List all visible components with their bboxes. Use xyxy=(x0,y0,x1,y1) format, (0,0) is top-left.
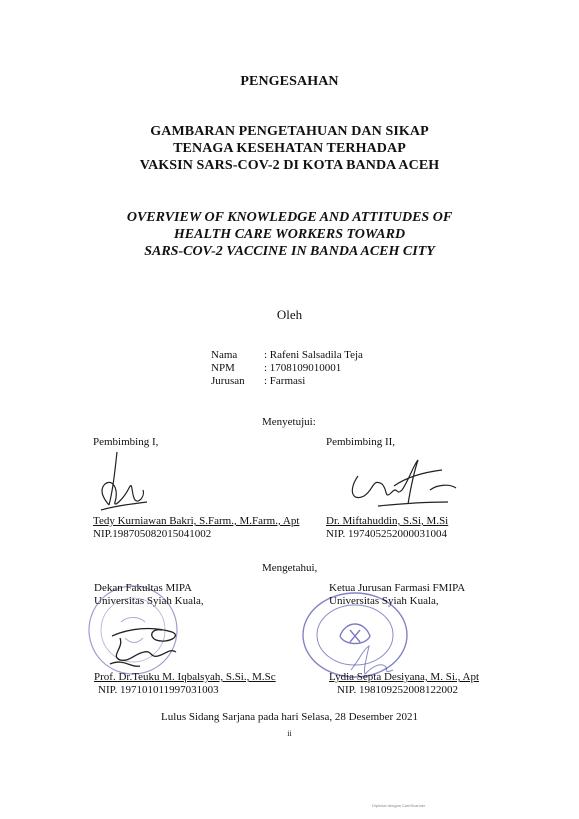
scanner-watermark: Dipindai dengan CamScanner xyxy=(372,803,426,808)
menyetujui-label: Menyetujui: xyxy=(262,416,316,428)
signature-dekan xyxy=(90,618,190,674)
jurusan-label: Jurusan xyxy=(211,375,245,387)
oleh-label: Oleh xyxy=(276,307,303,322)
pembimbing2-label: Pembimbing II, xyxy=(326,436,396,448)
pembimbing2-name: Dr. Miftahuddin, S.Si, M.Si xyxy=(326,515,449,527)
pembimbing1-label: Pembimbing I, xyxy=(93,436,159,448)
mengetahui-label: Mengetahui, xyxy=(262,562,318,574)
npm-label: NPM xyxy=(211,362,235,374)
page-heading: PENGESAHAN xyxy=(240,74,339,89)
nama-value: : Rafeni Salsadila Teja xyxy=(264,349,363,361)
title-en-line3: SARS-COV-2 VACCINE IN BANDA ACEH CITY xyxy=(144,244,435,259)
title-en-line1: OVERVIEW OF KNOWLEDGE AND ATTITUDES OF xyxy=(126,210,453,225)
ketua-nip: NIP. 198109252008122002 xyxy=(337,684,459,696)
nama-label: Nama xyxy=(211,349,238,361)
title-id-line3: VAKSIN SARS-COV-2 DI KOTA BANDA ACEH xyxy=(139,158,440,173)
ketua-name: Lydia Septa Desiyana, M. Si., Apt xyxy=(329,671,480,683)
title-id-line2: TENAGA KESEHATAN TERHADAP xyxy=(173,141,406,156)
ketua-title-line1: Ketua Jurusan Farmasi FMIPA xyxy=(329,582,466,594)
signature-pembimbing2 xyxy=(338,456,458,512)
signature-pembimbing1 xyxy=(95,450,155,518)
dekan-title-line1: Dekan Fakultas MIPA xyxy=(94,582,192,594)
pembimbing1-name: Tedy Kurniawan Bakri, S.Farm., M.Farm., Apt xyxy=(93,515,300,527)
title-id-line1: GAMBARAN PENGETAHUAN DAN SIKAP xyxy=(150,124,429,139)
page-number: ii xyxy=(287,729,292,738)
pembimbing1-nip: NIP.198705082015041002 xyxy=(93,528,212,540)
jurusan-value: : Farmasi xyxy=(264,375,306,387)
ketua-title-line2: Universitas Syiah Kuala, xyxy=(329,595,439,607)
pembimbing2-nip: NIP. 197405252000031004 xyxy=(326,528,448,540)
title-en-line2: HEALTH CARE WORKERS TOWARD xyxy=(173,227,406,242)
lulus-statement: Lulus Sidang Sarjana pada hari Selasa, 28 Desember 2021 xyxy=(161,711,418,723)
npm-value: : 1708109010001 xyxy=(264,362,342,374)
dekan-title-line2: Universitas Syiah Kuala, xyxy=(94,595,204,607)
dekan-nip: NIP. 197101011997031003 xyxy=(98,684,219,696)
dekan-name: Prof. Dr.Teuku M. Iqbalsyah, S.Si., M.Sc xyxy=(94,671,276,683)
